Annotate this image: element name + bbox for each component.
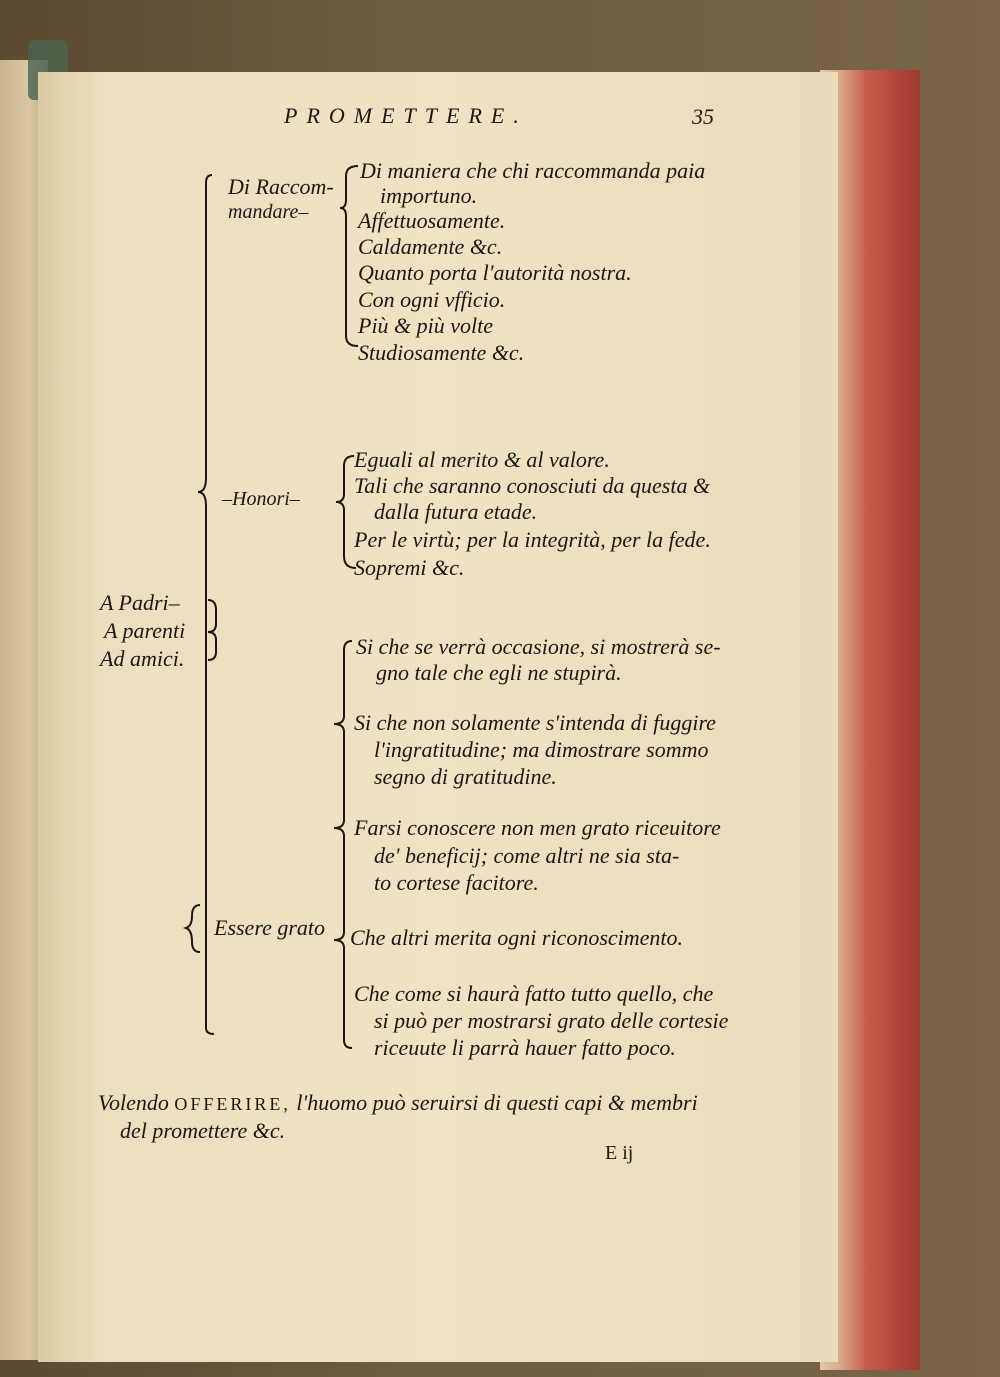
honori-item: Eguali al merito & al valore. <box>354 447 610 472</box>
brace-raccomandare <box>340 166 358 346</box>
raccomandare-item: Studiosamente &c. <box>358 340 525 365</box>
label-raccomandare-2: mandare– <box>228 201 309 223</box>
grato-item: l'ingratitudine; ma dimostrare sommo <box>374 737 709 762</box>
raccomandare-item: Di maniera che chi raccommanda paia <box>360 158 706 183</box>
grato-item: Si che se verrà occasione, si mostrerà se- <box>356 634 721 659</box>
closing-part1: Volendo <box>98 1090 169 1115</box>
grato-item: Che altri merita ogni riconoscimento. <box>350 925 684 950</box>
raccomandare-item: Affettuosamente. <box>358 208 506 233</box>
outer-brace <box>198 175 214 1034</box>
label-honori: –Honori– <box>222 488 300 510</box>
grato-item: Che come si haurà fatto tutto quello, che <box>354 981 714 1006</box>
label-raccomandare-1: Di Raccom- <box>228 174 334 199</box>
closing-line-1 <box>98 1092 698 1114</box>
page-number: 35 <box>692 104 714 129</box>
raccomandare-item: Caldamente &c. <box>358 234 503 259</box>
left-line-1: A Padri– <box>100 590 180 615</box>
label-essere-grato: Essere grato <box>214 915 326 940</box>
raccomandare-item: Quanto porta l'autorità nostra. <box>358 260 632 285</box>
left-brace <box>208 600 216 660</box>
grato-item: Si che non solamente s'intenda di fuggire <box>354 710 716 735</box>
grato-item: Farsi conoscere non men grato riceuitore <box>354 815 721 840</box>
honori-item: Tali che saranno conosciuti da questa & <box>354 473 711 498</box>
signature-mark: E ij <box>605 1142 634 1164</box>
closing-line-2: del promettere &c. <box>120 1118 286 1143</box>
raccomandare-item: importuno. <box>380 183 478 208</box>
grato-item: de' beneficij; come altri ne sia sta- <box>374 843 680 868</box>
honori-item: Sopremi &c. <box>354 555 465 580</box>
grato-item: riceuute li parrà hauer fatto poco. <box>374 1035 676 1060</box>
closing-keyword: OFFERIRE, <box>174 1094 291 1114</box>
grato-item: gno tale che egli ne stupirà. <box>376 660 622 685</box>
grato-item: si può per mostrarsi grato delle cortesie <box>374 1008 729 1033</box>
left-line-3: Ad amici. <box>100 646 185 671</box>
honori-item: Per le virtù; per la integrità, per la fede. <box>354 527 711 552</box>
running-title: PROMETTERE. <box>284 103 528 128</box>
raccomandare-item: Con ogni vfficio. <box>358 287 506 312</box>
grato-item: segno di gratitudine. <box>374 764 557 789</box>
brace-grato-outer <box>186 905 200 952</box>
left-line-2: A parenti <box>104 618 186 643</box>
closing-part2: l'huomo può seruirsi di questi capi & membri <box>296 1090 698 1115</box>
raccomandare-item: Più & più volte <box>358 313 494 338</box>
brace-grato <box>334 641 352 1048</box>
honori-item: dalla futura etade. <box>374 499 538 524</box>
grato-item: to cortese facitore. <box>374 870 539 895</box>
brace-honori <box>336 456 356 568</box>
